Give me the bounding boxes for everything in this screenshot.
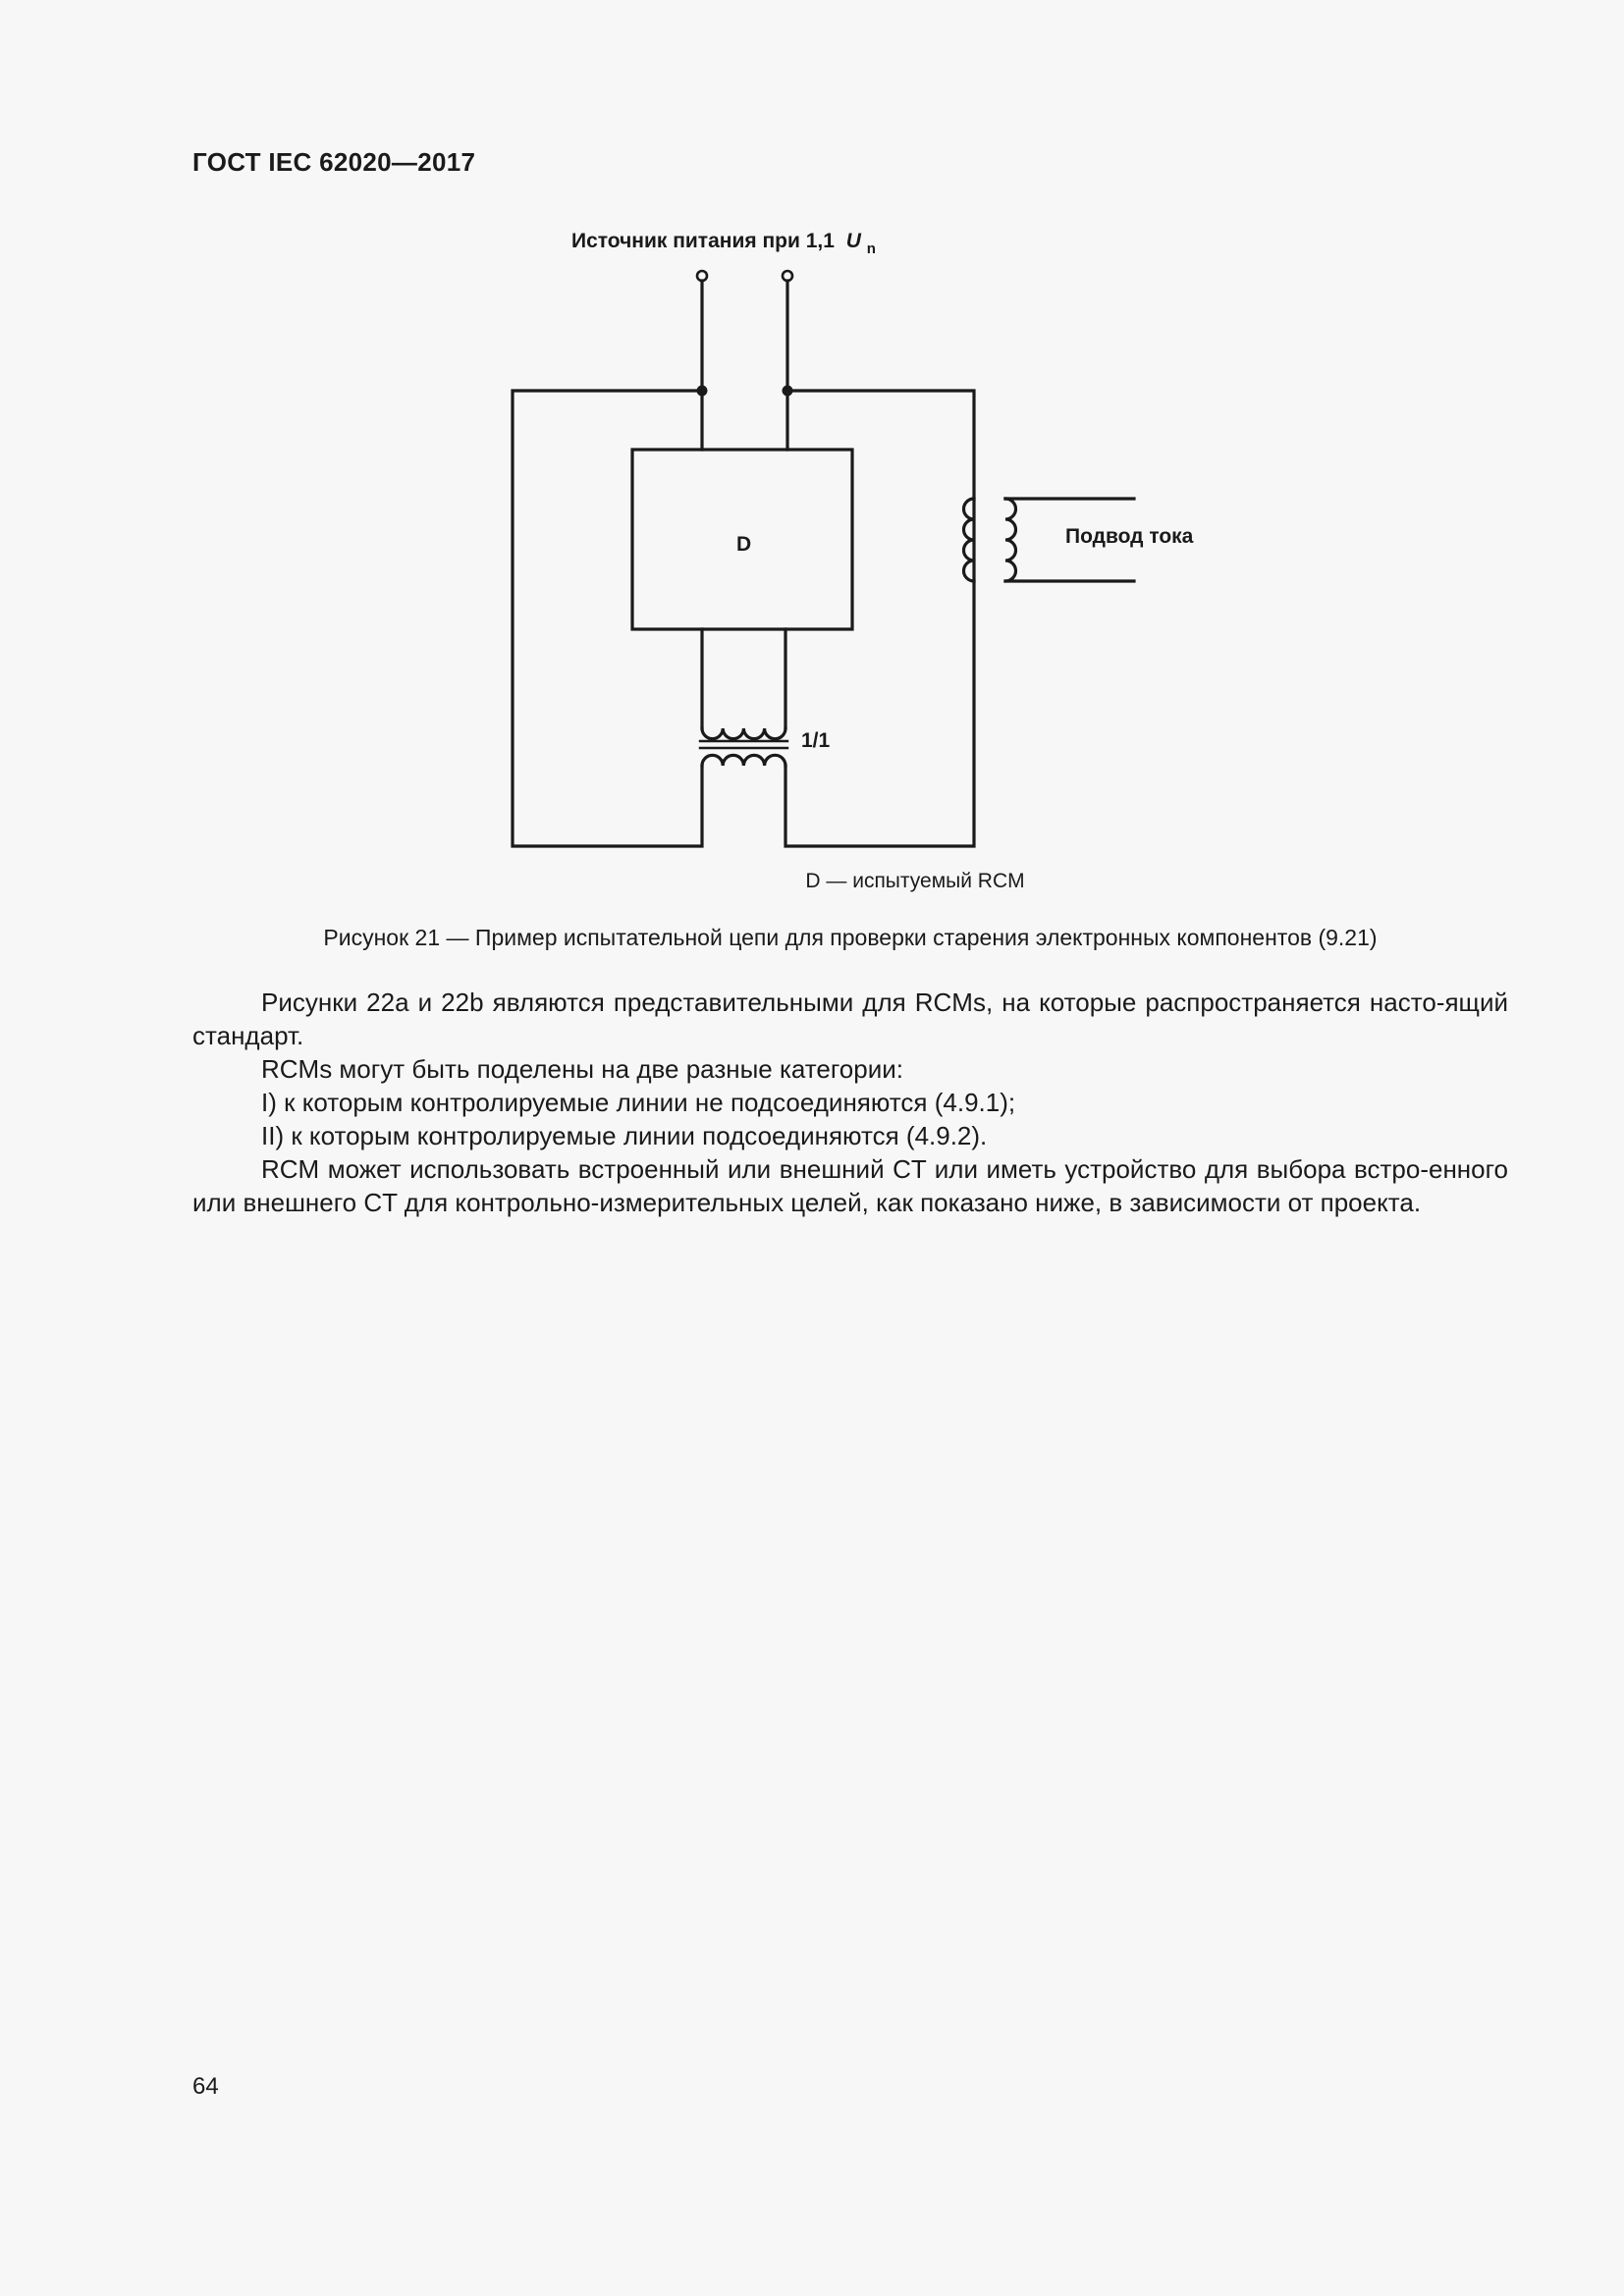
body-text [192,986,1508,1219]
current-injection-coil-right [1005,499,1016,581]
transformer-upper-winding [702,728,785,739]
current-label: Подвод тока [1065,525,1194,548]
transformer-ratio-label: 1/1 [801,729,831,752]
supply-label-text: Источник питания при 1,1 [571,230,835,252]
transformer-lower-winding [702,755,785,766]
paragraph: II) к которым контролируемые линии подсоединяются (4.9.2). [261,1121,988,1150]
page-number: 64 [192,2073,219,2100]
paragraph: I) к которым контролируемые линии не подсоединяются (4.9.1); [261,1088,1016,1117]
figure-legend: D — испытуемый RCM [805,870,1025,892]
figure-21 [0,0,1624,942]
outer-loop-right [785,391,974,846]
supply-subscript: n [866,240,876,257]
figure-caption: Рисунок 21 — Пример испытательной цепи для проверки старения электронных компонентов (9.21) [323,925,1378,950]
outer-loop-left [513,391,702,846]
document-header: ГОСТ IEC 62020—2017 [192,147,476,177]
paragraph: RCMs могут быть поделены на две разные категории: [261,1054,903,1084]
supply-label [571,230,876,257]
device-label: D [736,533,752,556]
paragraph: Рисунки 22a и 22b являются представительными для RCMs, на которые распространяется насто-ящий стандарт. [192,988,1508,1050]
paragraph: RCM может использовать встроенный или внешний CT или иметь устройство для выбора встро-енного или внешнего CT для контрольно-измерительных целей, как показано ниже, в зависимости от проекта. [192,1154,1508,1217]
supply-symbol: U [845,230,861,252]
junction-left [697,386,708,397]
junction-right [783,386,793,397]
circuit-diagram [0,0,1624,942]
